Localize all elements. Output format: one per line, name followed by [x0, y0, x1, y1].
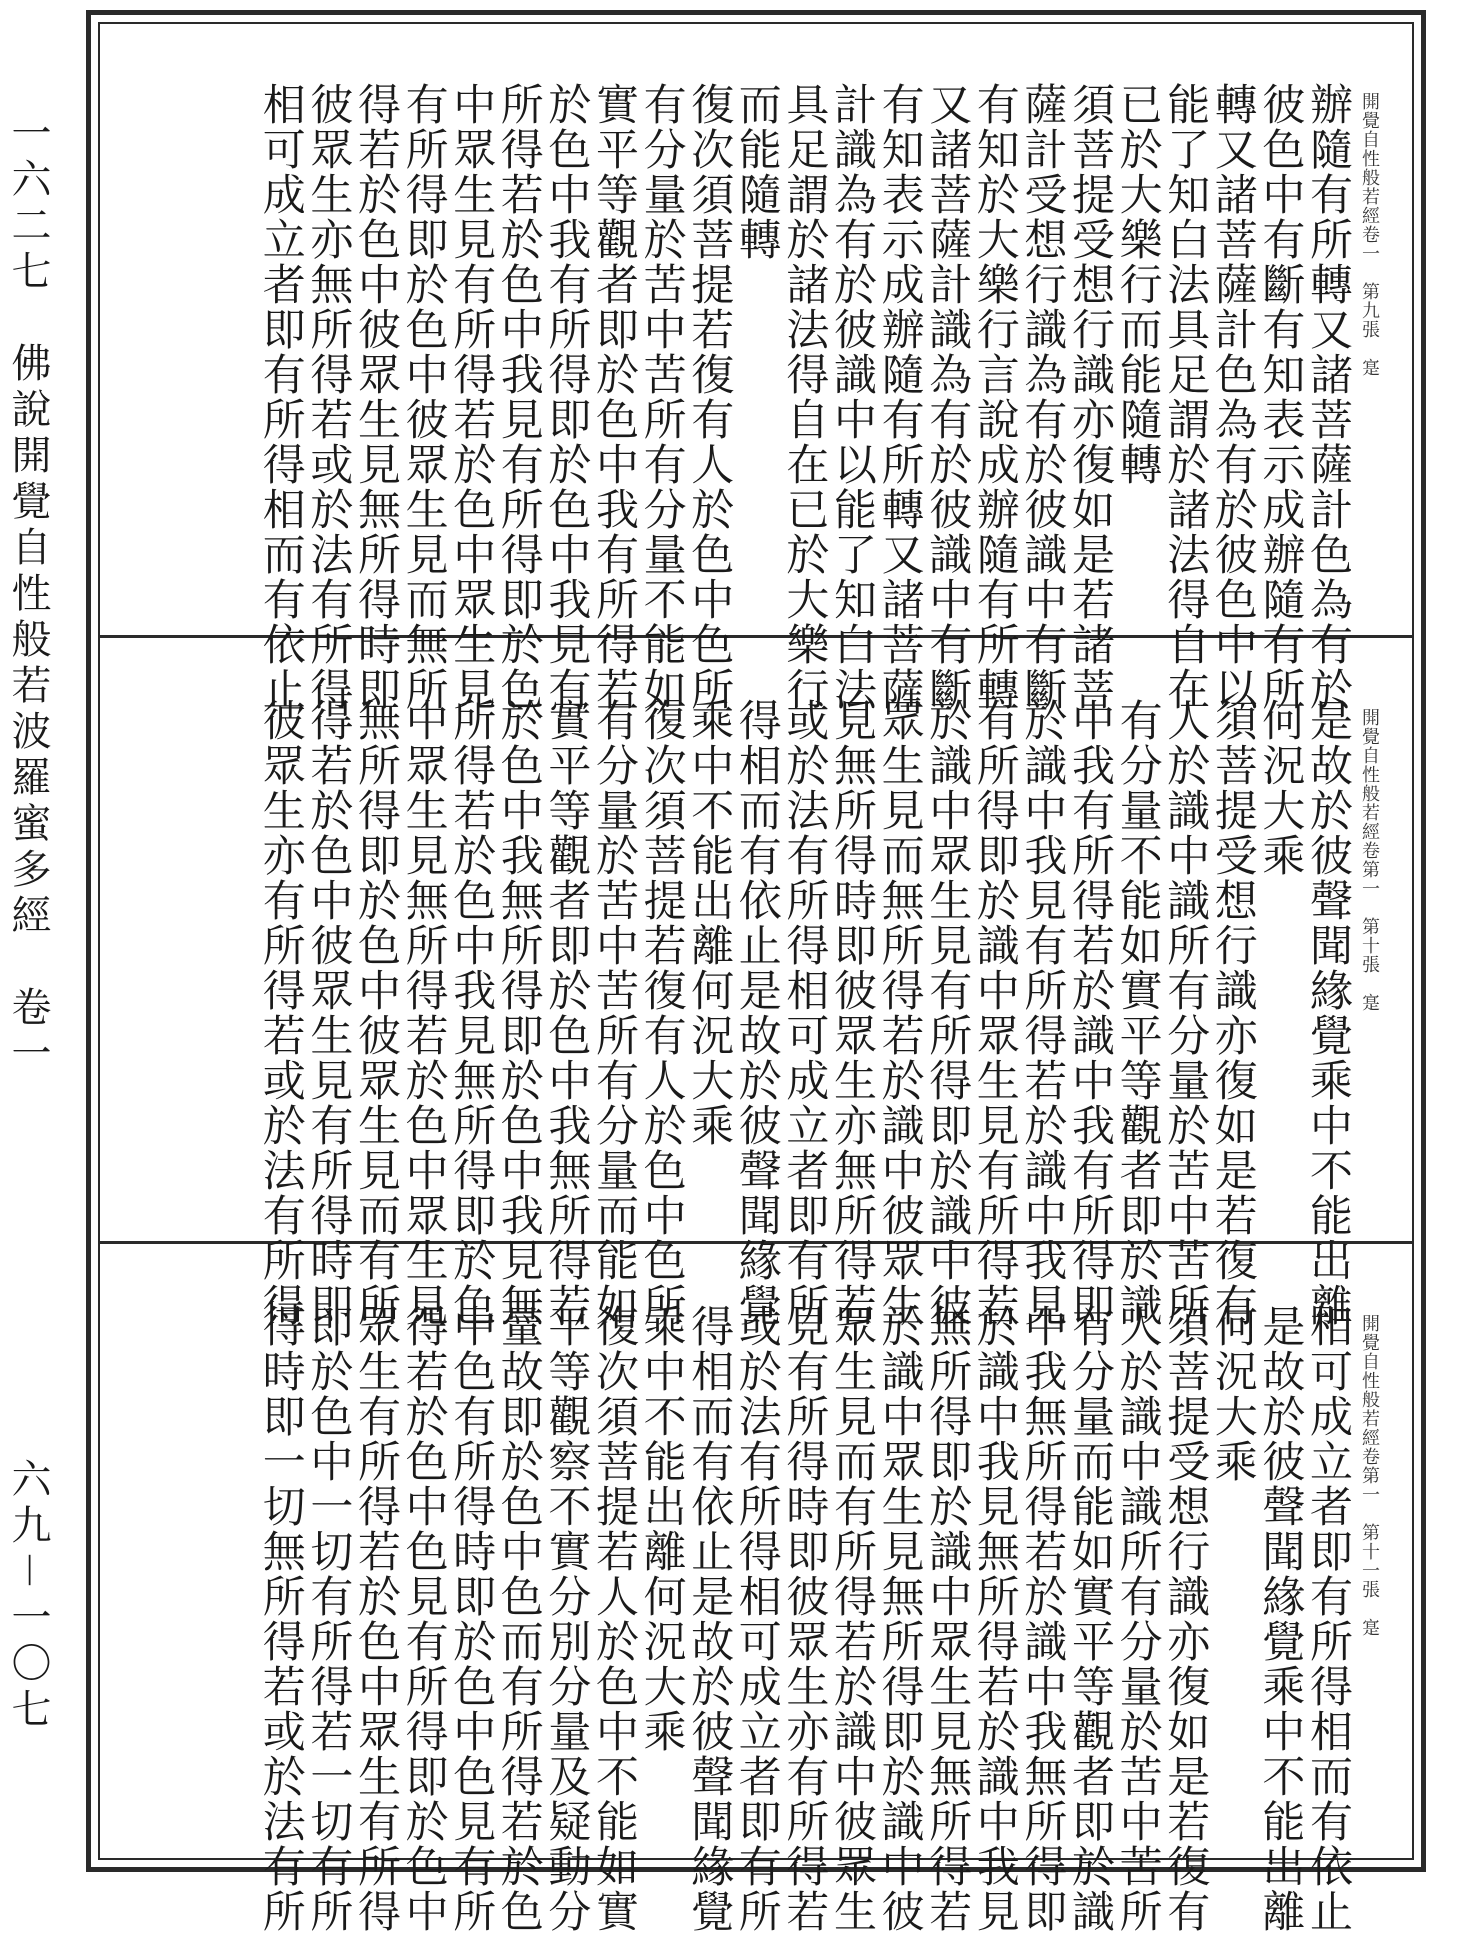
text-column: 於色中我無所得即於色中我見無 — [493, 698, 544, 1328]
text-column: 何況大乘 — [1255, 698, 1306, 878]
panel-header: 開覺自性般若經卷第一 第十張 寔 — [1359, 708, 1380, 1012]
text-column: 何況大乘 — [1207, 1304, 1258, 1484]
text-column: 得相而有依止是故於彼聲聞緣覺 — [731, 698, 782, 1328]
text-column: 量故即於色中色而有所得若於色 — [493, 1304, 544, 1934]
text-column: 人於識中識所有分量於苦中苦所 — [1112, 1304, 1163, 1934]
text-column: 復次須菩提若復有人於色中色所 — [684, 82, 735, 712]
text-column: 乘中不能出離何況大乘 — [636, 1304, 687, 1754]
text-column: 復次須菩提若復有人於色中色所 — [636, 698, 687, 1328]
text-column: 相可成立者即有所得相而有依止 — [1303, 1304, 1353, 1934]
text-column: 是故於彼聲聞緣覺乘中不能出離 — [1303, 698, 1353, 1328]
text-column: 中眾生見有所得若於色中眾生見 — [446, 82, 497, 712]
text-column: 得相而有依止是故於彼聲聞緣覺 — [684, 1304, 735, 1934]
text-column: 彼眾生亦無所得若或於法有所得 — [303, 82, 354, 712]
text-column: 所得若於色中我見無所得即於色 — [446, 698, 497, 1328]
text-column: 或於法有所得相可成立者即有所 — [731, 1304, 782, 1934]
text-column: 而能隨轉 — [731, 82, 782, 262]
text-column: 中我無所得若於識中我無所得即 — [1017, 1304, 1068, 1934]
text-column: 有所得即於色中彼眾生見而無所 — [398, 82, 449, 712]
text-column: 須菩提受想行識亦復如是若復有 — [1207, 698, 1258, 1328]
text-column: 即於色中一切有所得若一切有所 — [303, 1304, 354, 1934]
text-column: 彼色中有斷有知表示成辦隨有所 — [1255, 82, 1306, 712]
text-column: 於識中我見無所得若於識中我見 — [969, 1304, 1020, 1934]
text-column: 有分量不能如實平等觀者即於識 — [1112, 698, 1163, 1328]
text-column: 無所得即於識中眾生見無所得若 — [922, 1304, 973, 1934]
text-column: 得若於色中彼眾生見有所得時即 — [303, 698, 354, 1328]
text-column: 彼眾生亦有所得若或於法有所得 — [255, 698, 306, 1328]
text-column: 相可成立者即有所得相而有依止 — [255, 82, 306, 712]
text-column: 實平等觀者即於色中我有所得若 — [589, 82, 639, 712]
margin-page-number: 六九－一〇七 — [5, 1458, 51, 1734]
text-column: 於識中眾生見有所得即於識中彼 — [922, 698, 973, 1328]
text-column: 所得若於色中我見有所得即於色 — [493, 82, 544, 712]
text-column: 眾生見而有所得若於識中彼眾生 — [827, 1304, 877, 1934]
panel-header: 開覺自性般若經卷第一 第十一張 寔 — [1359, 1314, 1380, 1637]
text-column: 無所得即於色中彼眾生見而有所 — [351, 698, 401, 1328]
text-column: 得時即一切無所得若或於法有所 — [255, 1304, 306, 1934]
margin-sutra-title: 一六二七 佛說開覺自性般若波羅蜜多經 卷一 — [5, 112, 51, 1078]
text-column: 中我有所得若於識中我有所得即 — [1065, 698, 1115, 1328]
panel-header: 開覺自性般若經卷一 第九張 寔 — [1359, 92, 1380, 377]
text-column: 見有所得時即彼眾生亦有所得若 — [779, 1304, 830, 1934]
text-column: 轉又諸菩薩計色為有於彼色中以 — [1207, 82, 1258, 712]
text-column: 乘中不能出離何況大乘 — [684, 698, 735, 1148]
text-column: 已於大樂行而能隨轉 — [1112, 82, 1163, 487]
text-column: 有分量而能如實平等觀者即於識 — [1065, 1304, 1115, 1934]
text-column: 能了知白法具足謂於諸法得自在 — [1160, 82, 1211, 712]
text-column: 又諸菩薩計識為有於彼識中有斷 — [922, 82, 973, 712]
text-column: 於識中眾生見無所得即於識中彼 — [874, 1304, 925, 1934]
text-column: 是故於彼聲聞緣覺乘中不能出離 — [1255, 1304, 1306, 1934]
text-column: 復次須菩提若人於色中不能如實 — [589, 1304, 639, 1934]
text-column: 有知表示成辦隨有所轉又諸菩薩 — [874, 82, 925, 712]
text-column: 有分量於苦中苦所有分量而能如 — [589, 698, 639, 1328]
text-column: 眾生見而無所得若於識中彼眾生 — [874, 698, 925, 1328]
text-column: 於識中我見有所得若於識中我見 — [1017, 698, 1068, 1328]
text-column: 見無所得時即彼眾生亦無所得若 — [827, 698, 877, 1328]
text-column: 中色有所得時即於色中色見有所 — [446, 1304, 497, 1934]
text-column: 人於識中識所有分量於苦中苦所 — [1160, 698, 1211, 1328]
text-column: 薩計受想行識為有於彼識中有斷 — [1017, 82, 1068, 712]
text-column: 眾生有所得若於色中眾生有所得 — [351, 1304, 401, 1934]
text-column: 或於法有所得相可成立者即有所 — [779, 698, 830, 1328]
text-column: 有分量於苦中苦所有分量不能如 — [636, 82, 687, 712]
text-column: 辦隨有所轉又諸菩薩計色為有於 — [1303, 82, 1353, 712]
text-column: 於色中我有所得即於色中我見有 — [541, 82, 592, 712]
text-panel-3 — [98, 1244, 1414, 1934]
text-column: 計識為有於彼識中以能了知白法 — [827, 82, 877, 712]
text-panel-2 — [98, 638, 1414, 1328]
text-column: 平等觀察不實分別分量及疑動分 — [541, 1304, 592, 1934]
text-column: 具足謂於諸法得自在已於大樂行 — [779, 82, 830, 712]
text-column: 有所得即於識中眾生見有所得若 — [969, 698, 1020, 1328]
text-column: 須菩提受想行識亦復如是若復有 — [1160, 1304, 1211, 1934]
text-column: 須菩提受想行識亦復如是若諸菩 — [1065, 82, 1115, 712]
text-column: 得若於色中彼眾生見無所得時即 — [351, 82, 401, 712]
text-column: 有知於大樂行言說成辦隨有所轉 — [969, 82, 1020, 712]
text-panel-1 — [98, 22, 1414, 712]
text-column: 得若於色中色見有所得即於色中 — [398, 1304, 449, 1934]
text-column: 中眾生見無所得若於色中眾生見 — [398, 698, 449, 1328]
text-column: 實平等觀者即於色中我無所得若 — [541, 698, 592, 1328]
